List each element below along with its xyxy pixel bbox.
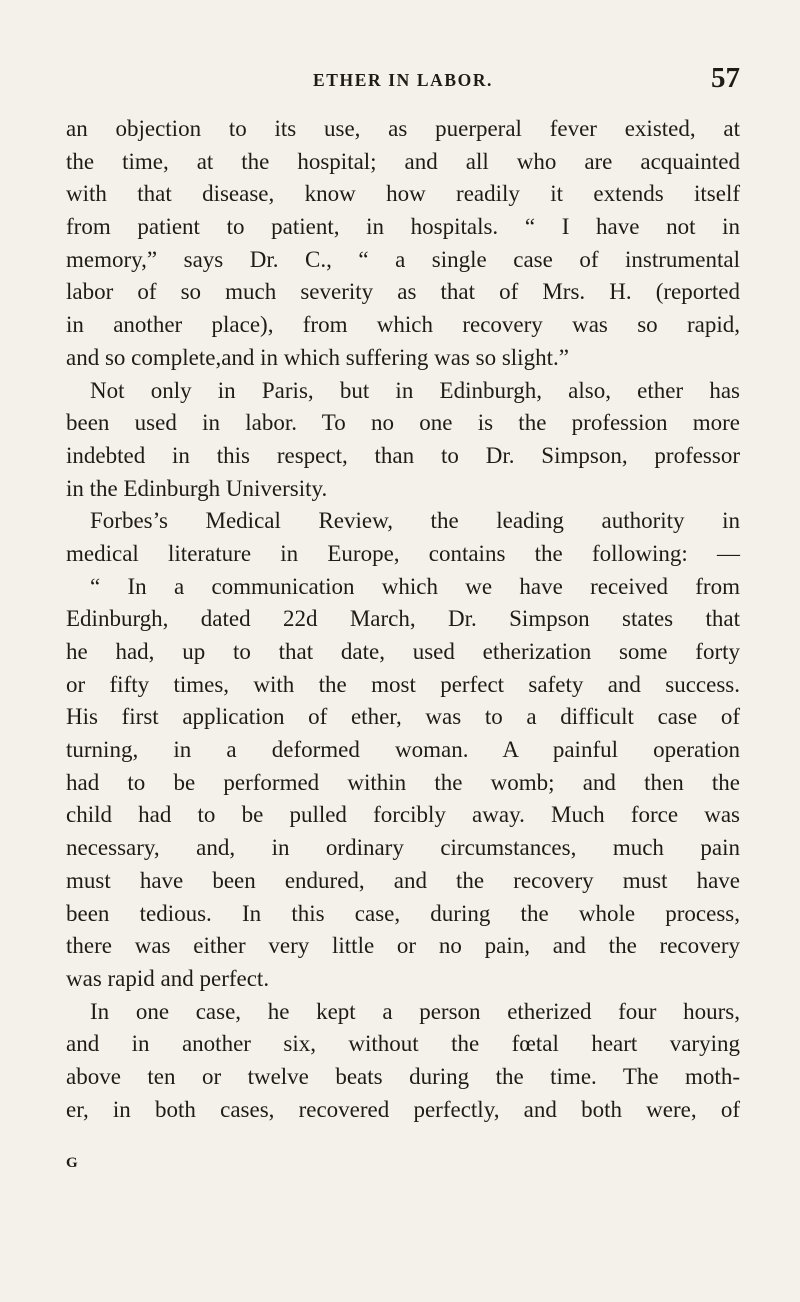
text-line: from patient to patient, in hospitals. “ I have not in xyxy=(66,214,740,240)
text-line: had to be performed within the womb; and then the xyxy=(66,769,740,795)
body-text xyxy=(66,113,740,1126)
text-line: and so complete,and in which suffering was so slight.” xyxy=(66,344,569,370)
text-line: must have been endured, and the recovery must have xyxy=(66,867,740,893)
text-line: in another place), from which recovery was so rapid, xyxy=(66,312,740,338)
text-line: an objection to its use, as puerperal fever existed, at xyxy=(66,116,740,141)
text-line: necessary, and, in ordinary circumstances, much pain xyxy=(66,835,740,861)
text-line: “ In a communication which we have received from xyxy=(90,573,740,599)
running-head xyxy=(66,58,740,98)
text-line: was rapid and perfect. xyxy=(66,965,270,991)
text-line: labor of so much severity as that of Mrs. H. (reported xyxy=(66,279,740,305)
text-line: child had to be pulled forcibly away. Much force was xyxy=(66,802,740,828)
text-line: he had, up to that date, used etherization some forty xyxy=(66,639,740,664)
text-line: memory,” says Dr. C., “ a single case of instrumental xyxy=(66,246,740,272)
text-line: medical literature in Europe, contains the following: — xyxy=(66,540,740,566)
text-line: been used in labor. To no one is the profession more xyxy=(66,410,740,436)
text-line: and in another six, without the fœtal heart varying xyxy=(66,1031,740,1057)
text-line: the time, at the hospital; and all who are acquainted xyxy=(66,148,740,174)
text-line: In one case, he kept a person etherized four hours, xyxy=(90,998,740,1024)
text-line: been tedious. In this case, during the whole process, xyxy=(66,900,740,926)
text-line: er, in both cases, recovered perfectly, and both were, of xyxy=(66,1096,740,1122)
text-line: there was either very little or no pain, and the recovery xyxy=(66,933,740,959)
text-line: Not only in Paris, but in Edinburgh, also, ether has xyxy=(90,377,740,403)
text-line: with that disease, know how readily it extends itself xyxy=(66,181,740,207)
text-line: indebted in this respect, than to Dr. Simpson, professor xyxy=(66,442,740,468)
running-title: ETHER IN LABOR. xyxy=(312,70,494,90)
text-line: Edinburgh, dated 22d March, Dr. Simpson states that xyxy=(66,606,740,632)
text-line: His first application of ether, was to a difficult case of xyxy=(66,704,740,730)
text-line: turning, in a deformed woman. A painful operation xyxy=(66,737,740,763)
text-line: or fifty times, with the most perfect safety and success. xyxy=(66,671,740,697)
text-line: above ten or twelve beats during the time. The moth- xyxy=(66,1063,740,1089)
text-line: Forbes’s Medical Review, the leading authority in xyxy=(90,508,740,534)
page-number: 57 xyxy=(711,62,740,94)
signature-mark: G xyxy=(66,1155,78,1171)
text-line: in the Edinburgh University. xyxy=(66,475,328,501)
